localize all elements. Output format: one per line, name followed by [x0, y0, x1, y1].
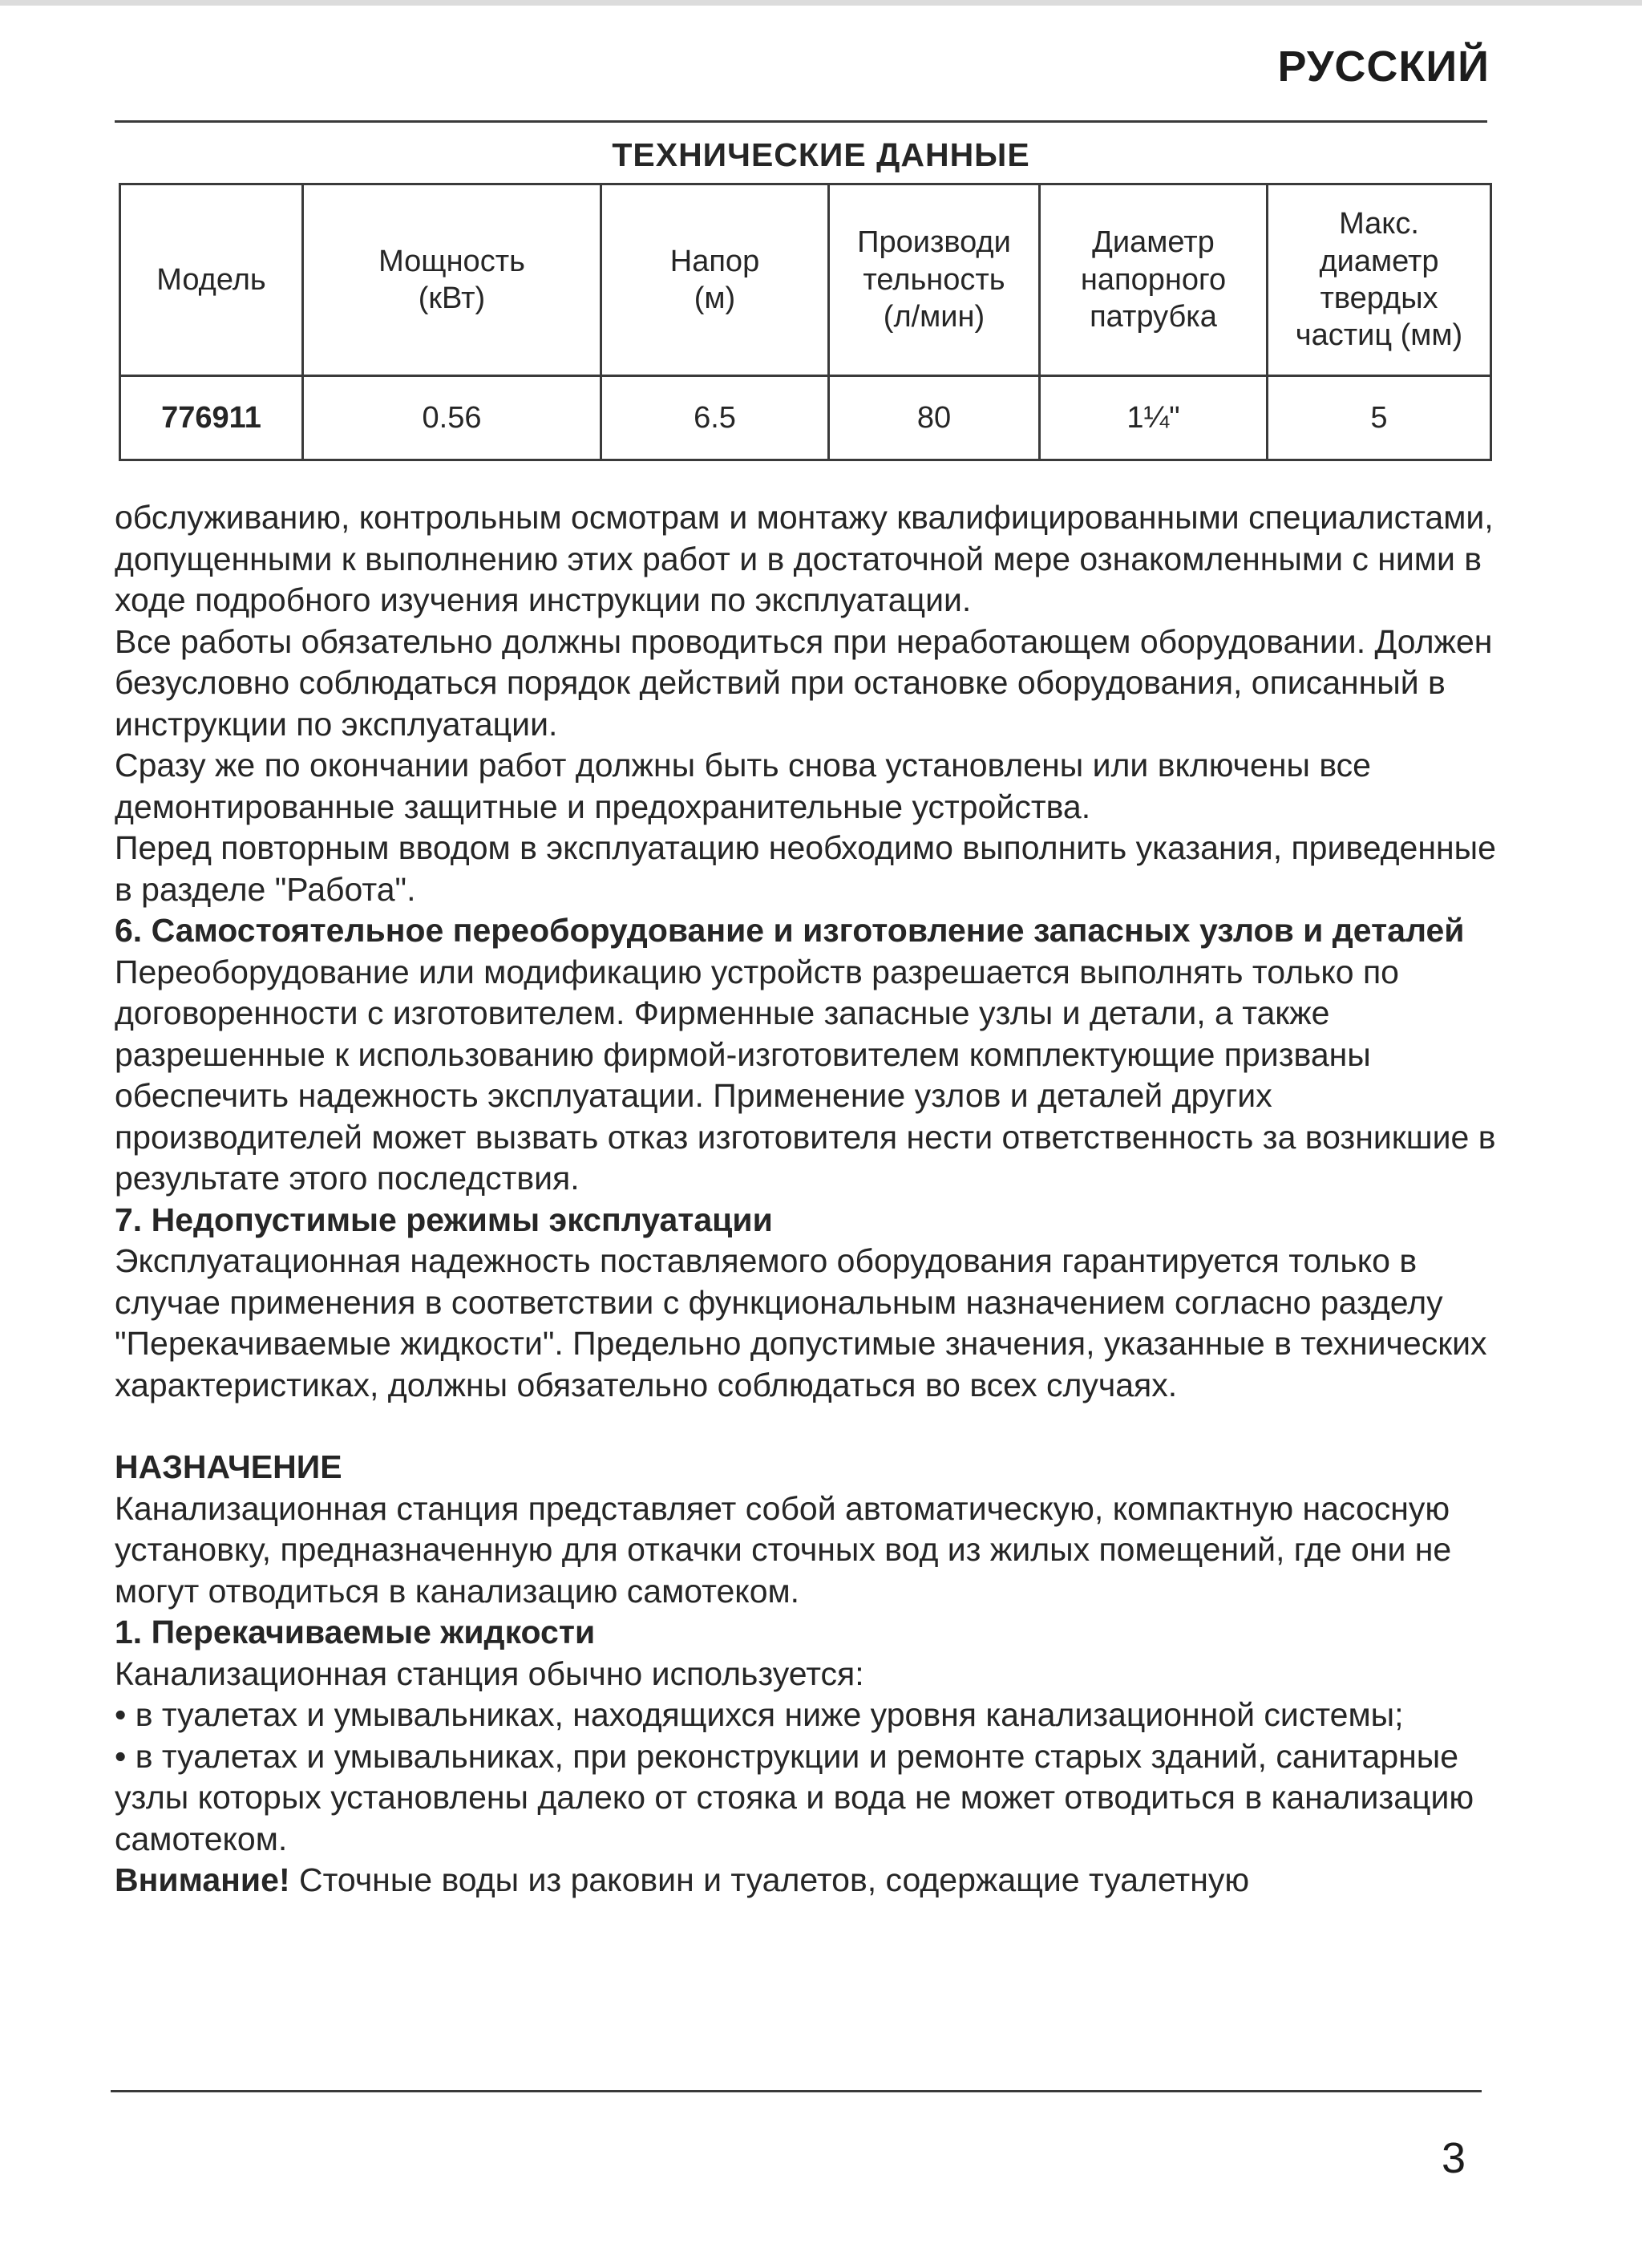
column-header-model	[120, 184, 303, 376]
header-line: Модель	[156, 262, 266, 297]
cell-outlet: 1¼"	[1040, 376, 1268, 460]
header-line: частиц (мм)	[1295, 318, 1463, 353]
cell-model: 776911	[120, 376, 303, 460]
header-line: напорного	[1080, 262, 1227, 297]
language-label: РУССКИЙ	[1277, 43, 1490, 91]
cell-power: 0.56	[303, 376, 601, 460]
column-header-head	[601, 184, 829, 376]
spec-table-header-row	[120, 184, 1491, 376]
paragraph: обслуживанию, контрольным осмотрам и монтажу квалифицированными специалистами, допущенными к выполнению этих работ и в достаточной мере ознакомленными с ними в ходе подробного изучения инструкции по эксплуатации.	[115, 499, 1494, 618]
footer-rule	[111, 2090, 1482, 2092]
header-line: твердых	[1320, 281, 1438, 315]
header-line: тельность	[863, 262, 1005, 297]
table-row	[120, 376, 1491, 460]
header-line: (кВт)	[418, 281, 486, 315]
warning-paragraph	[115, 1860, 1510, 1901]
header-line: диаметр	[1319, 244, 1439, 278]
header-line: Напор	[669, 244, 760, 278]
bullet-item: • в туалетах и умывальниках, находящихся ниже уровня канализационной системы;	[115, 1696, 1404, 1733]
column-header-max-particle	[1268, 184, 1491, 376]
section-6-heading: 6. Самостоятельное переоборудование и изготовление запасных узлов и деталей	[115, 912, 1465, 949]
paragraph: Все работы обязательно должны проводиться при неработающем оборудовании. Должен безусловно соблюдаться порядок действий при остановке оборудования, описанный в инструкции по эксплуатации.	[115, 622, 1493, 743]
header-line: (м)	[694, 281, 736, 315]
cell-max-particle: 5	[1268, 376, 1491, 460]
body-text	[115, 497, 1510, 1901]
bullet-item: • в туалетах и умывальниках, при реконструкции и ремонте старых зданий, санитарные узлы которых установлены далеко от стояка и вода не может отводиться в канализацию самотеком.	[115, 1737, 1474, 1857]
paragraph: Перед повторным вводом в эксплуатацию необходимо выполнить указания, приведенные в разделе "Работа".	[115, 829, 1496, 908]
page-number: 3	[1441, 2134, 1466, 2182]
scan-top-edge	[0, 0, 1642, 6]
cell-head: 6.5	[601, 376, 829, 460]
header-line: Мощность	[378, 244, 525, 278]
purpose-heading: НАЗНАЧЕНИЕ	[115, 1448, 342, 1485]
column-header-outlet	[1040, 184, 1268, 376]
header-line: Производи	[857, 225, 1011, 260]
section-1-heading: 1. Перекачиваемые жидкости	[115, 1614, 596, 1650]
spec-table	[119, 183, 1492, 461]
section-6-text: Переоборудование или модификацию устройств разрешается выполнять только по договоренности с изготовителем. Фирменные запасные узлы и детали, а также разрешенные к использованию фирмой-изготовителем комплектующие призваны обеспечить надежность эксплуатации. Применение узлов и деталей других производителей может вызвать отказ изготовителя нести ответственность за возникшие в результате этого последствия.	[115, 953, 1496, 1197]
warning-text: Сточные воды из раковин и туалетов, содержащие туалетную	[289, 1861, 1250, 1898]
section-7-text: Эксплуатационная надежность поставляемого оборудования гарантируется только в случае применения в соответствии с функциональным назначением согласно разделу "Перекачиваемые жидкости". Предельно допустимые значения, указанные в технических характеристиках, должны обязательно соблюдаться во всех случаях.	[115, 1242, 1487, 1403]
spec-table-title: ТЕХНИЧЕСКИЕ ДАННЫЕ	[612, 136, 1030, 173]
header-line: Диаметр	[1092, 225, 1215, 260]
warning-lead: Внимание!	[115, 1861, 290, 1898]
header-line: патрубка	[1090, 300, 1217, 334]
header-rule	[115, 120, 1487, 123]
column-header-power	[303, 184, 601, 376]
column-header-flow	[829, 184, 1040, 376]
paragraph: Сразу же по окончании работ должны быть снова установлены или включены все демонтированные защитные и предохранительные устройства.	[115, 747, 1371, 825]
cell-flow: 80	[829, 376, 1040, 460]
header-line: (л/мин)	[883, 300, 985, 334]
section-1-intro: Канализационная станция обычно используется:	[115, 1654, 864, 1692]
header-line: Макс.	[1339, 207, 1419, 241]
section-7-heading: 7. Недопустимые режимы эксплуатации	[115, 1201, 773, 1238]
purpose-text: Канализационная станция представляет собой автоматическую, компактную насосную установку, предназначенную для откачки сточных вод из жилых помещений, где они не могут отводиться в канализацию самотеком.	[115, 1489, 1452, 1610]
